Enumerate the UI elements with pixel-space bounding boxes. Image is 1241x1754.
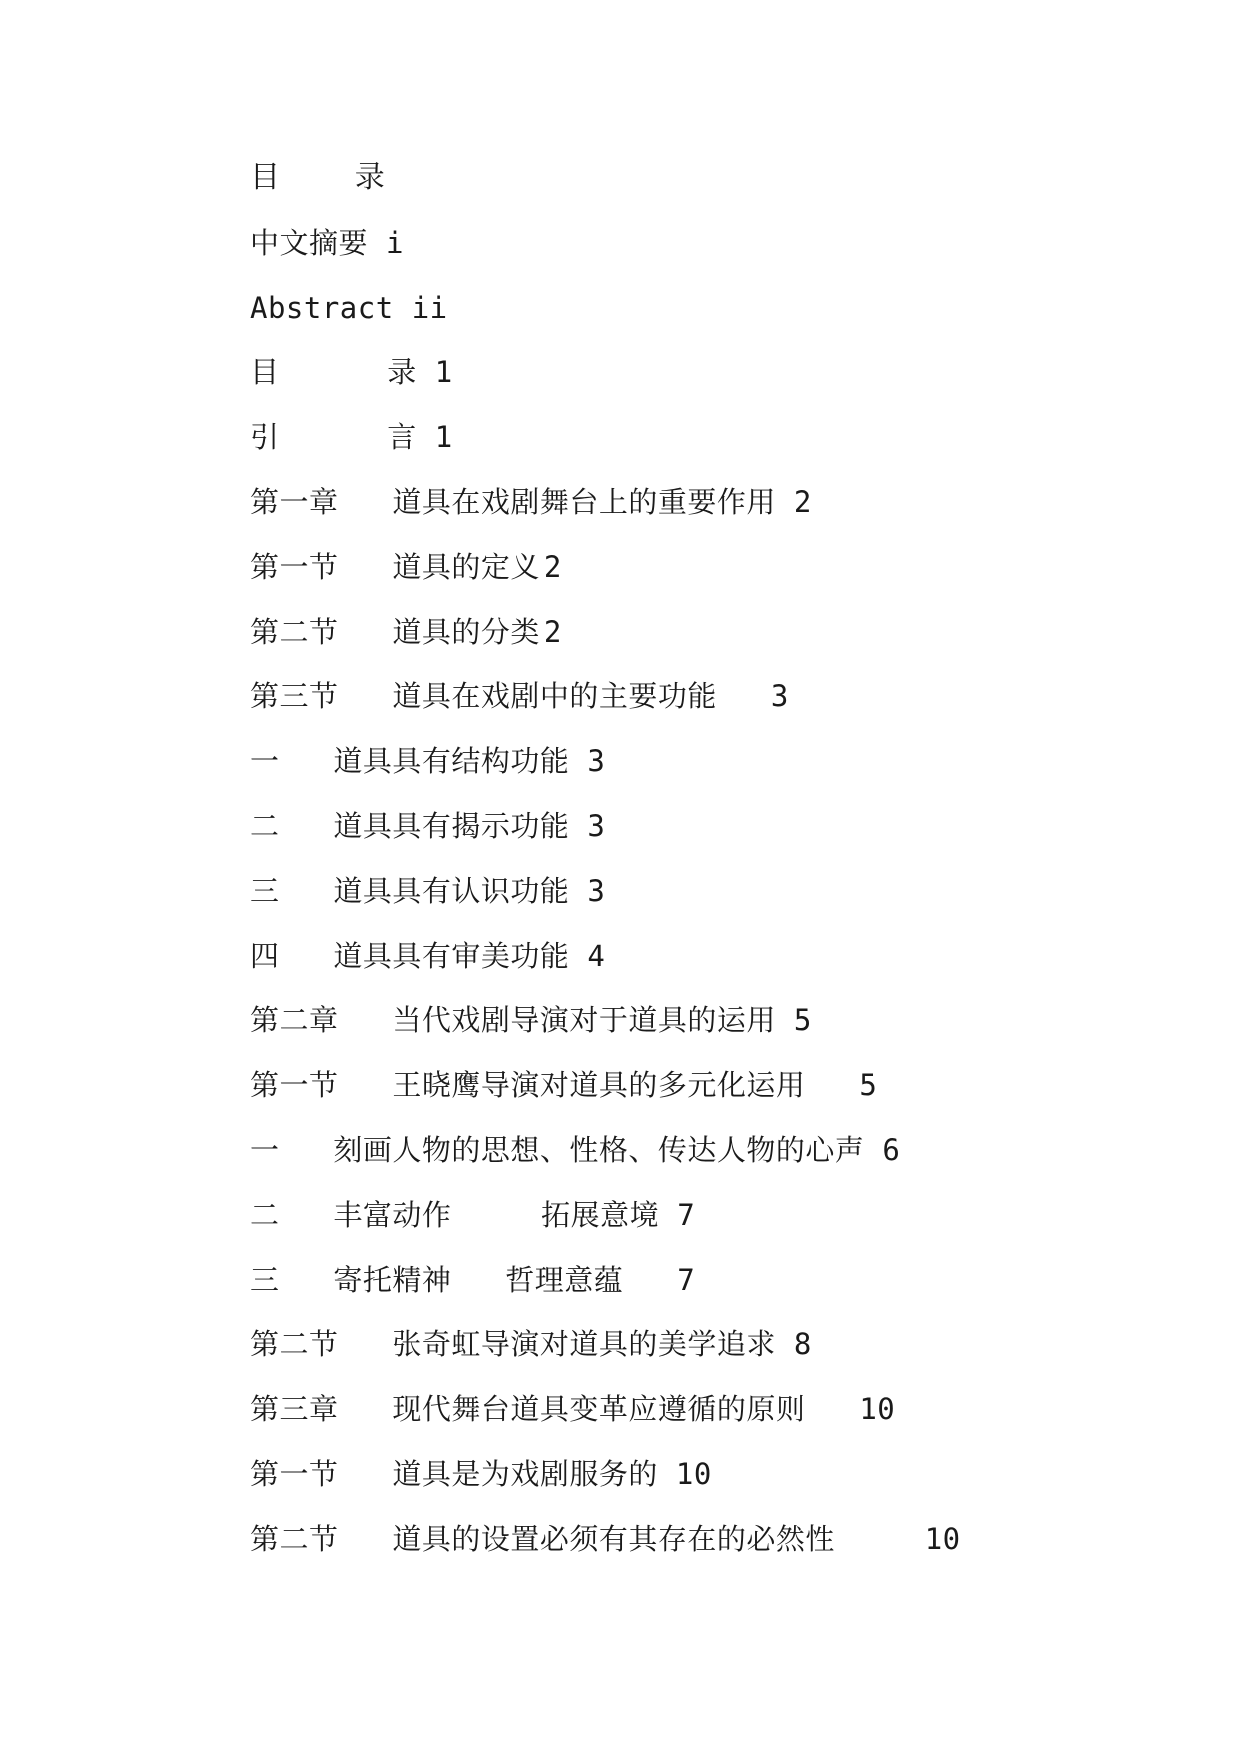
toc-entry-label: 第二章 当代戏剧导演对于道具的运用 xyxy=(250,1003,776,1038)
toc-entry-page: 8 xyxy=(793,1327,812,1362)
toc-entry[interactable] xyxy=(250,482,1150,547)
toc-entry-page: 10 xyxy=(859,1392,896,1427)
toc-entry-page: 10 xyxy=(675,1456,712,1491)
toc-entry-label: 第三章 现代舞台道具变革应遵循的原则 xyxy=(250,1392,842,1427)
toc-entry-page: 3 xyxy=(770,679,789,714)
toc-entry-page: 4 xyxy=(587,938,606,973)
toc-entry-label: 第一节 道具是为戏剧服务的 xyxy=(250,1456,658,1491)
toc-entry[interactable] xyxy=(250,547,1150,612)
toc-entry-page: 1 xyxy=(434,420,453,455)
toc-entry-label: 四 道具具有审美功能 xyxy=(250,938,570,973)
toc-entry[interactable] xyxy=(250,806,1150,871)
toc-entry[interactable] xyxy=(250,1454,1150,1519)
toc-heading-text: 目 录 xyxy=(250,160,386,195)
toc-entry-label: 三 道具具有认识功能 xyxy=(250,873,570,908)
toc-entry-label: 二 道具具有揭示功能 xyxy=(250,808,570,843)
toc-entry-page: 7 xyxy=(677,1197,696,1232)
toc-entry-label: 第一章 道具在戏剧舞台上的重要作用 xyxy=(250,484,776,519)
toc-entry[interactable] xyxy=(250,352,1150,417)
toc-entry-label: 中文摘要 xyxy=(250,225,369,260)
toc-entry-label: 二 丰富动作 拓展意境 xyxy=(250,1197,660,1232)
toc-entry-page: ii xyxy=(411,290,448,325)
toc-entry-label: 一 刻画人物的思想、性格、传达人物的心声 xyxy=(250,1132,865,1167)
toc-entry[interactable] xyxy=(250,288,1150,353)
toc-entry-label: 第一节 道具的定义 xyxy=(250,549,540,584)
toc-entry-page: 1 xyxy=(434,355,453,390)
toc-entry[interactable] xyxy=(250,1324,1150,1389)
toc-entry-page: 3 xyxy=(587,808,606,843)
toc-entry[interactable] xyxy=(250,936,1150,1001)
toc-entry[interactable] xyxy=(250,223,1150,288)
toc-entry[interactable] xyxy=(250,1389,1150,1454)
toc-entry-label: 引 言 xyxy=(250,420,417,455)
toc-entry[interactable] xyxy=(250,612,1150,677)
toc-entry-label: 第二节 张奇虹导演对道具的美学追求 xyxy=(250,1327,776,1362)
toc-entry-label: 三 寄托精神 哲理意蕴 xyxy=(250,1262,660,1297)
toc-entry-label: 第二节 道具的设置必须有其存在的必然性 xyxy=(250,1521,907,1556)
toc-entry-label: 第二节 道具的分类 xyxy=(250,614,540,649)
toc-entry[interactable] xyxy=(250,1195,1150,1260)
toc-entry-page: 2 xyxy=(543,549,562,584)
toc-entry-label: Abstract xyxy=(250,290,394,325)
toc-entry-page: 10 xyxy=(924,1521,961,1556)
toc-entry[interactable] xyxy=(250,1000,1150,1065)
toc-entry-page: 3 xyxy=(587,744,606,779)
toc-entry-page: 2 xyxy=(543,614,562,649)
toc-entry[interactable] xyxy=(250,871,1150,936)
toc-entry-label: 目 录 xyxy=(250,355,417,390)
toc-entry-page: 5 xyxy=(793,1003,812,1038)
toc-entry[interactable] xyxy=(250,417,1150,482)
toc-entry-page: 2 xyxy=(793,484,812,519)
toc-entry-page: 5 xyxy=(859,1068,878,1103)
toc-heading xyxy=(250,158,1150,223)
table-of-contents xyxy=(250,158,1150,1584)
toc-entry[interactable] xyxy=(250,1130,1150,1195)
toc-entry-page: 7 xyxy=(677,1262,696,1297)
toc-entry[interactable] xyxy=(250,1519,1150,1584)
toc-entry[interactable] xyxy=(250,1065,1150,1130)
toc-entry-label: 第三节 道具在戏剧中的主要功能 xyxy=(250,679,753,714)
toc-entry-page: 6 xyxy=(882,1132,901,1167)
toc-entry-page: i xyxy=(386,225,404,260)
toc-entry-page: 3 xyxy=(587,873,606,908)
toc-entry-label: 第一节 王晓鹰导演对道具的多元化运用 xyxy=(250,1068,842,1103)
toc-entry[interactable] xyxy=(250,676,1150,741)
toc-entry[interactable] xyxy=(250,1260,1150,1325)
toc-entry-label: 一 道具具有结构功能 xyxy=(250,744,570,779)
toc-entry[interactable] xyxy=(250,741,1150,806)
